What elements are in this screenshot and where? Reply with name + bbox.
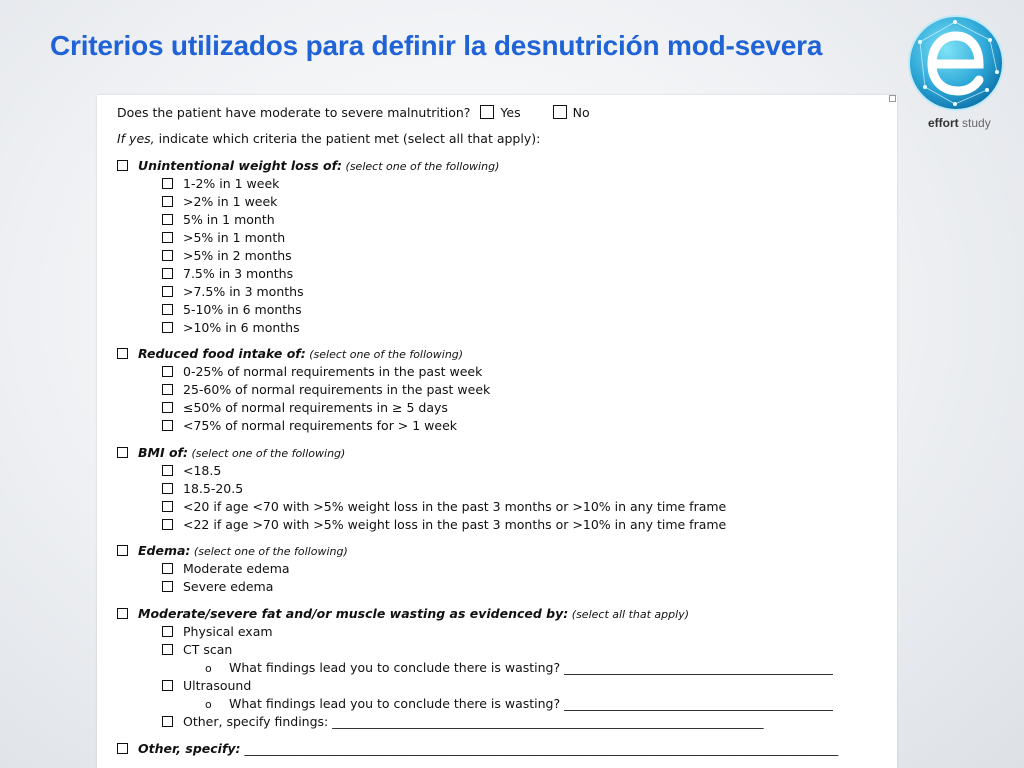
checkbox[interactable] <box>162 232 173 243</box>
checkbox[interactable] <box>162 420 173 431</box>
bullet-marker: o <box>205 698 212 711</box>
checkbox[interactable] <box>162 214 173 225</box>
weight-loss-option[interactable]: >5% in 2 months <box>162 249 292 263</box>
other-checkbox[interactable] <box>117 743 128 754</box>
wasting-section[interactable]: Moderate/severe fat and/or muscle wasting as evidenced by: (select all that apply) <box>117 607 689 622</box>
checkbox[interactable] <box>162 644 173 655</box>
edema-option[interactable]: Moderate edema <box>162 562 290 576</box>
no-checkbox[interactable] <box>553 105 567 119</box>
weight-loss-option[interactable]: >7.5% in 3 months <box>162 285 304 299</box>
bmi-option[interactable]: 18.5-20.5 <box>162 482 243 496</box>
checkbox[interactable] <box>162 304 173 315</box>
food-intake-option[interactable]: 0-25% of normal requirements in the past week <box>162 365 482 379</box>
checkbox[interactable] <box>162 322 173 333</box>
wasting-checkbox[interactable] <box>117 608 128 619</box>
ct-scan-option[interactable]: CT scan <box>162 643 232 657</box>
checkbox[interactable] <box>162 519 173 530</box>
weight-loss-option[interactable]: 1-2% in 1 week <box>162 177 279 191</box>
food-intake-section[interactable]: Reduced food intake of: (select one of the following) <box>117 347 463 362</box>
weight-loss-option[interactable]: >2% in 1 week <box>162 195 277 209</box>
form-document <box>97 95 897 768</box>
checkbox[interactable] <box>162 483 173 494</box>
bmi-option[interactable]: <20 if age <70 with >5% weight loss in the past 3 months or >10% in any time frame <box>162 500 726 514</box>
checkbox[interactable] <box>162 563 173 574</box>
other-findings-option[interactable]: Other, specify findings: _____________________________________________________________________ <box>162 715 763 729</box>
bullet-marker: o <box>205 662 212 675</box>
checkbox[interactable] <box>162 196 173 207</box>
food-intake-option[interactable]: <75% of normal requirements for > 1 week <box>162 419 457 433</box>
malnutrition-question: Does the patient have moderate to severe malnutrition? Yes No <box>117 105 590 120</box>
ultrasound-findings-field[interactable]: o What findings lead you to conclude there is wasting? ___________________________________________ <box>205 696 833 711</box>
no-label: No <box>572 105 590 120</box>
edema-checkbox[interactable] <box>117 545 128 556</box>
ultrasound-option[interactable]: Ultrasound <box>162 679 251 693</box>
weight-loss-option[interactable]: 7.5% in 3 months <box>162 267 293 281</box>
weight-loss-section[interactable]: Unintentional weight loss of: (select one of the following) <box>117 159 499 174</box>
checkbox[interactable] <box>162 250 173 261</box>
checkbox[interactable] <box>162 626 173 637</box>
criteria-instruction: If yes, indicate which criteria the patient met (select all that apply): <box>117 131 541 146</box>
checkbox[interactable] <box>162 366 173 377</box>
weight-loss-option[interactable]: 5-10% in 6 months <box>162 303 302 317</box>
checkbox[interactable] <box>162 286 173 297</box>
yes-checkbox[interactable] <box>480 105 494 119</box>
logo-caption: effort study <box>928 116 991 130</box>
edema-section[interactable]: Edema: (select one of the following) <box>117 544 348 559</box>
checkbox[interactable] <box>162 465 173 476</box>
bmi-checkbox[interactable] <box>117 447 128 458</box>
checkbox[interactable] <box>162 501 173 512</box>
edema-option[interactable]: Severe edema <box>162 580 273 594</box>
other-section[interactable]: Other, specify: _______________________________________________________________________________________________ <box>117 742 838 756</box>
weight-loss-option[interactable]: >5% in 1 month <box>162 231 285 245</box>
yes-label: Yes <box>500 105 521 120</box>
effort-study-logo <box>905 12 1007 114</box>
bmi-section[interactable]: BMI of: (select one of the following) <box>117 446 345 461</box>
weight-loss-checkbox[interactable] <box>117 160 128 171</box>
slide-title: Criterios utilizados para definir la desnutrición mod-severa <box>50 30 823 61</box>
ct-findings-field[interactable]: o What findings lead you to conclude there is wasting? ___________________________________________ <box>205 660 833 675</box>
checkbox[interactable] <box>162 178 173 189</box>
bmi-option[interactable]: <18.5 <box>162 464 221 478</box>
bmi-option[interactable]: <22 if age >70 with >5% weight loss in the past 3 months or >10% in any time frame <box>162 518 726 532</box>
physical-exam-option[interactable]: Physical exam <box>162 625 273 639</box>
checkbox[interactable] <box>162 581 173 592</box>
checkbox[interactable] <box>162 716 173 727</box>
food-intake-option[interactable]: 25-60% of normal requirements in the past week <box>162 383 490 397</box>
checkbox[interactable] <box>162 680 173 691</box>
checkbox[interactable] <box>162 268 173 279</box>
checkbox[interactable] <box>162 402 173 413</box>
page-corner-marker <box>889 95 896 102</box>
food-intake-option[interactable]: ≤50% of normal requirements in ≥ 5 days <box>162 401 448 415</box>
weight-loss-option[interactable]: >10% in 6 months <box>162 321 300 335</box>
food-intake-checkbox[interactable] <box>117 348 128 359</box>
weight-loss-option[interactable]: 5% in 1 month <box>162 213 275 227</box>
checkbox[interactable] <box>162 384 173 395</box>
